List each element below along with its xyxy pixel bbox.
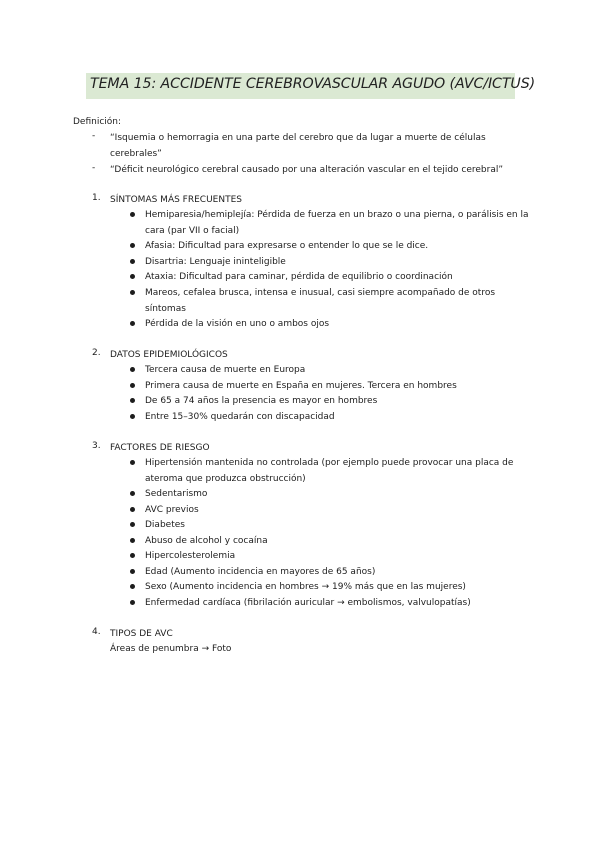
section-number: 4. — [92, 627, 101, 637]
section-heading: DATOS EPIDEMIOLÓGICOS — [110, 350, 228, 360]
list-item: Pérdida de la visión en uno o ambos ojos — [145, 319, 330, 329]
list-item: Abuso de alcohol y cocaína — [145, 536, 268, 546]
section-heading: SÍNTOMAS MÁS FRECUENTES — [110, 195, 242, 205]
list-item: Ataxia: Dificultad para caminar, pérdida de equilibrio o coordinación — [145, 272, 453, 282]
list-item: Hipertensión mantenida no controlada (por ejemplo puede provocar una placa de — [145, 458, 514, 468]
section-text: Áreas de penumbra → Foto — [110, 644, 232, 654]
list-item: AVC previos — [145, 505, 199, 515]
bullet-dot — [130, 569, 135, 574]
bullet-dot — [130, 600, 135, 605]
list-item: Diabetes — [145, 520, 185, 530]
definition-line: “Déficit neurológico cerebral causado por una alteración vascular en el tejido cerebral” — [110, 165, 504, 175]
definition-line: cerebrales” — [110, 149, 162, 159]
bullet-dot — [130, 460, 135, 465]
list-item: Edad (Aumento incidencia en mayores de 65 años) — [145, 567, 376, 577]
bullet-dot — [130, 414, 135, 419]
list-item: Afasia: Dificultad para expresarse o entender lo que se le dice. — [145, 241, 429, 251]
section-heading: FACTORES DE RIESGO — [110, 443, 210, 453]
bullet-dot — [130, 553, 135, 558]
bullet-dot — [130, 491, 135, 496]
list-item-continuation: síntomas — [145, 304, 186, 314]
definition-label: Definición: — [73, 117, 122, 127]
list-item: Hemiparesia/hemiplejía: Pérdida de fuerza en un brazo o una pierna, o parálisis en la — [145, 210, 529, 220]
bullet-dot — [130, 538, 135, 543]
bullet-dot — [130, 259, 135, 264]
bullet-dot — [130, 507, 135, 512]
list-item: Primera causa de muerte en España en mujeres. Tercera en hombres — [145, 381, 457, 391]
list-item-continuation: ateroma que produzca obstrucción) — [145, 474, 306, 484]
bullet-dot — [130, 383, 135, 388]
list-item: Sexo (Aumento incidencia en hombres → 19% más que en las mujeres) — [145, 582, 466, 592]
dash-marker: - — [92, 131, 96, 141]
list-item: Tercera causa de muerte en Europa — [145, 365, 306, 375]
bullet-dot — [130, 290, 135, 295]
title-highlight — [86, 73, 536, 99]
list-item: Hipercolesterolemia — [145, 551, 236, 561]
list-item: Entre 15–30% quedarán con discapacidad — [145, 412, 335, 422]
list-item: Sedentarismo — [145, 489, 208, 499]
bullet-dot — [130, 522, 135, 527]
list-item: Enfermedad cardíaca (fibrilación auricular → embolismos, valvulopatías) — [145, 598, 471, 608]
section-heading: TIPOS DE AVC — [110, 629, 173, 639]
section-number: 1. — [92, 193, 101, 203]
bullet-dot — [130, 367, 135, 372]
page-title: TEMA 15: ACCIDENTE CEREBROVASCULAR AGUDO (AVC/ICTUS) — [90, 76, 536, 92]
bullet-dot — [130, 212, 135, 217]
bullet-dot — [130, 243, 135, 248]
bullet-dot — [130, 274, 135, 279]
section-number: 2. — [92, 348, 101, 358]
bullet-dot — [130, 584, 135, 589]
definition-line: “Isquemia o hemorragia en una parte del cerebro que da lugar a muerte de células — [110, 133, 486, 143]
section-number: 3. — [92, 441, 101, 451]
list-item: De 65 a 74 años la presencia es mayor en hombres — [145, 396, 378, 406]
list-item: Mareos, cefalea brusca, intensa e inusual, casi siempre acompañado de otros — [145, 288, 496, 298]
list-item: Disartria: Lenguaje ininteligible — [145, 257, 286, 267]
bullet-dot — [130, 321, 135, 326]
dash-marker: - — [92, 163, 96, 173]
bullet-dot — [130, 398, 135, 403]
list-item-continuation: cara (par VII o facial) — [145, 226, 240, 236]
